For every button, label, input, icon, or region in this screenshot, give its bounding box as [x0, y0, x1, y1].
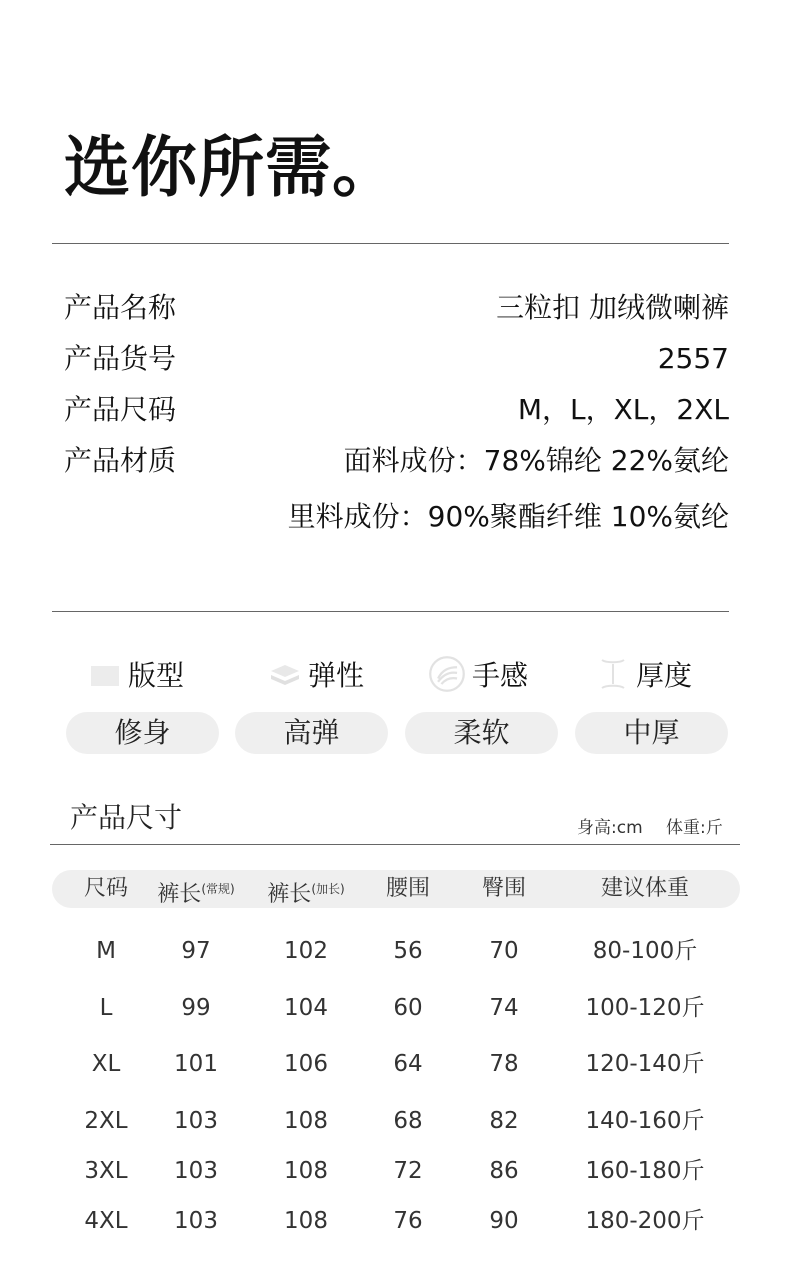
hand-feel-icon [428, 655, 466, 693]
column-header-hip [464, 870, 544, 908]
divider [50, 844, 740, 845]
table-cell: 160-180斤 [585, 1158, 705, 1184]
table-cell: 100-120斤 [585, 995, 705, 1021]
table-cell: 68 [393, 1108, 423, 1134]
fit-icon [88, 657, 122, 691]
table-cell: 86 [489, 1158, 519, 1184]
table-cell: 101 [174, 1051, 218, 1077]
feature-elasticity [268, 652, 364, 696]
info-label-material: 产品材质 [64, 444, 177, 477]
table-cell: 103 [174, 1208, 218, 1234]
page-title: 选你所需。 [64, 129, 399, 206]
table-cell: 106 [284, 1051, 328, 1077]
table-cell: 3XL [84, 1158, 128, 1184]
table-cell: 74 [489, 995, 519, 1021]
table-cell: XL [91, 1051, 121, 1077]
table-cell: 78 [489, 1051, 519, 1077]
table-cell: 4XL [84, 1208, 128, 1234]
header-label: 尺码 [83, 876, 128, 901]
table-cell: 64 [393, 1051, 423, 1077]
table-cell: 99 [181, 995, 211, 1021]
elasticity-icon [268, 657, 302, 691]
header-label: 臀围 [481, 876, 526, 901]
table-cell: 103 [174, 1108, 218, 1134]
table-cell: 82 [489, 1108, 519, 1134]
feature-label: 弹性 [308, 659, 365, 692]
feature-label: 版型 [128, 659, 185, 692]
info-value-name: 三粒扣 加绒微喇裤 [496, 291, 729, 324]
section-title: 产品尺寸 [70, 801, 183, 834]
feature-value-thickness: 中厚 [575, 712, 728, 754]
table-cell: 90 [489, 1208, 519, 1234]
feature-value-elasticity: 高弹 [235, 712, 388, 754]
column-header-length-regular [146, 870, 246, 908]
unit-height: 身高:cm [577, 818, 643, 838]
unit-weight: 体重:斤 [666, 818, 723, 838]
feature-value-hand-feel: 柔软 [405, 712, 558, 754]
table-cell: 2XL [84, 1108, 128, 1134]
header-sublabel: (常规) [201, 882, 235, 896]
table-cell: 80-100斤 [592, 938, 698, 964]
info-label-name: 产品名称 [64, 291, 177, 324]
column-header-weight [570, 870, 720, 908]
feature-label: 厚度 [636, 659, 693, 692]
info-label-sizes: 产品尺码 [64, 393, 177, 426]
feature-label: 手感 [472, 659, 529, 692]
table-cell: 103 [174, 1158, 218, 1184]
column-header-waist [368, 870, 448, 908]
feature-fit [88, 652, 184, 696]
info-value-sizes: M，L，XL，2XL [517, 393, 729, 426]
thickness-icon [596, 657, 630, 691]
feature-hand-feel [428, 652, 528, 696]
column-header-size [66, 870, 146, 908]
info-value-lining: 里料成份：90%聚酯纤维 10%氨纶 [287, 500, 729, 533]
table-cell: 104 [284, 995, 328, 1021]
table-cell: 60 [393, 995, 423, 1021]
header-label: 裤长 [267, 882, 312, 907]
table-cell: 56 [393, 938, 423, 964]
info-label-sku: 产品货号 [64, 342, 177, 375]
table-cell: 76 [393, 1208, 423, 1234]
table-cell: 140-160斤 [585, 1108, 705, 1134]
table-cell: 108 [284, 1108, 328, 1134]
table-cell: M [96, 938, 116, 964]
header-sublabel: (加长) [311, 882, 345, 896]
column-header-length-long [256, 870, 356, 908]
info-value-sku: 2557 [657, 342, 729, 375]
table-cell: 102 [284, 938, 328, 964]
header-label: 建议体重 [600, 876, 689, 901]
table-cell: 72 [393, 1158, 423, 1184]
table-cell: 108 [284, 1158, 328, 1184]
table-cell: 108 [284, 1208, 328, 1234]
table-cell: 180-200斤 [585, 1208, 705, 1234]
table-cell: L [99, 995, 113, 1021]
feature-thickness [596, 652, 692, 696]
divider [52, 243, 729, 244]
table-cell: 97 [181, 938, 211, 964]
table-cell: 120-140斤 [585, 1051, 705, 1077]
table-cell: 70 [489, 938, 519, 964]
header-label: 腰围 [385, 876, 430, 901]
divider [52, 611, 729, 612]
header-label: 裤长 [157, 882, 202, 907]
feature-value-fit: 修身 [66, 712, 219, 754]
info-value-material: 面料成份：78%锦纶 22%氨纶 [343, 444, 729, 477]
